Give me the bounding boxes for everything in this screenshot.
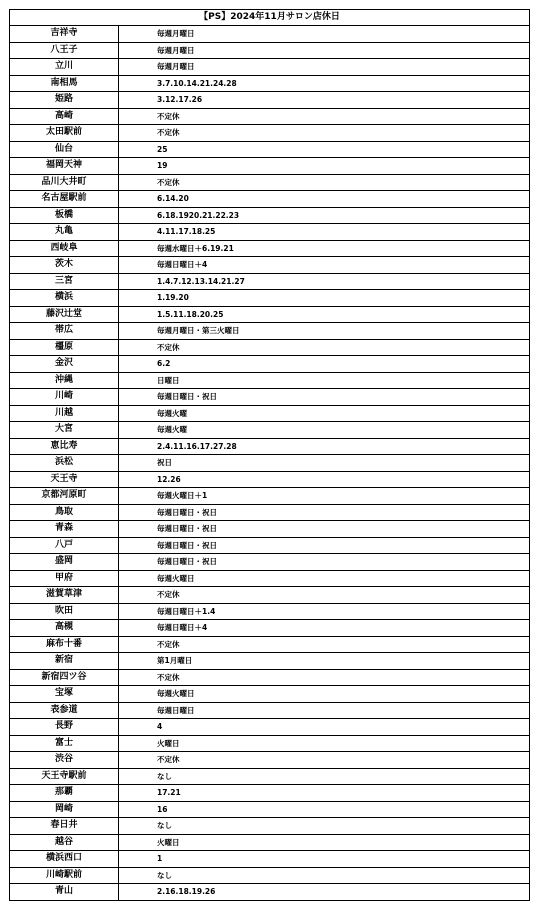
store-name-cell: 浜松 xyxy=(10,455,119,472)
store-name-cell: 天王寺駅前 xyxy=(10,768,119,785)
holiday-cell: 火曜日 xyxy=(119,834,530,851)
table-row xyxy=(10,26,530,43)
table-row xyxy=(10,257,530,274)
table-row xyxy=(10,125,530,142)
table-row xyxy=(10,653,530,670)
table-row xyxy=(10,290,530,307)
table-row xyxy=(10,884,530,901)
store-name-cell: 太田駅前 xyxy=(10,125,119,142)
store-name-cell: 茨木 xyxy=(10,257,119,274)
holiday-cell: 4.11.17.18.25 xyxy=(119,224,530,241)
holiday-cell: なし xyxy=(119,867,530,884)
holiday-cell: なし xyxy=(119,818,530,835)
table-row xyxy=(10,240,530,257)
holiday-cell: 1.4.7.12.13.14.21.27 xyxy=(119,273,530,290)
store-name-cell: 川崎駅前 xyxy=(10,867,119,884)
holiday-cell: 毎週日曜日・祝日 xyxy=(119,389,530,406)
store-name-cell: 新宿 xyxy=(10,653,119,670)
store-name-cell: 高槻 xyxy=(10,620,119,637)
table-row xyxy=(10,405,530,422)
holiday-cell: 6.2 xyxy=(119,356,530,373)
table-row xyxy=(10,504,530,521)
holiday-cell: 25 xyxy=(119,141,530,158)
store-name-cell: 麻布十番 xyxy=(10,636,119,653)
table-row xyxy=(10,273,530,290)
store-name-cell: 帯広 xyxy=(10,323,119,340)
holiday-cell: 毎週日曜日・祝日 xyxy=(119,554,530,571)
holiday-cell: 毎週日曜日・祝日 xyxy=(119,504,530,521)
holiday-cell: 毎週水曜日＋6.19.21 xyxy=(119,240,530,257)
store-name-cell: 板橋 xyxy=(10,207,119,224)
holiday-cell: 12.26 xyxy=(119,471,530,488)
holiday-cell: 毎週日曜日＋4 xyxy=(119,620,530,637)
store-name-cell: 富士 xyxy=(10,735,119,752)
store-name-cell: 吉祥寺 xyxy=(10,26,119,43)
holiday-cell: 1.5.11.18.20.25 xyxy=(119,306,530,323)
holiday-cell: 毎週月曜日 xyxy=(119,42,530,59)
holiday-cell: 不定休 xyxy=(119,125,530,142)
holiday-cell: 毎週日曜日＋4 xyxy=(119,257,530,274)
holiday-cell: 毎週火曜日＋1 xyxy=(119,488,530,505)
store-name-cell: 京都河原町 xyxy=(10,488,119,505)
holiday-cell: 3.7.10.14.21.24.28 xyxy=(119,75,530,92)
store-name-cell: 天王寺 xyxy=(10,471,119,488)
store-name-cell: 川崎 xyxy=(10,389,119,406)
table-row xyxy=(10,438,530,455)
store-name-cell: 渋谷 xyxy=(10,752,119,769)
title-row xyxy=(10,10,530,26)
table-row xyxy=(10,603,530,620)
table-row xyxy=(10,75,530,92)
holiday-cell: 祝日 xyxy=(119,455,530,472)
table-row xyxy=(10,669,530,686)
store-name-cell: 三宮 xyxy=(10,273,119,290)
holiday-cell: 毎週月曜日・第三火曜日 xyxy=(119,323,530,340)
table-row xyxy=(10,42,530,59)
store-name-cell: 表参道 xyxy=(10,702,119,719)
store-name-cell: 横浜西口 xyxy=(10,851,119,868)
table-row xyxy=(10,867,530,884)
holiday-table xyxy=(9,9,530,901)
table-row xyxy=(10,587,530,604)
holiday-cell: 不定休 xyxy=(119,587,530,604)
table-row xyxy=(10,521,530,538)
table-row xyxy=(10,372,530,389)
store-name-cell: 橿原 xyxy=(10,339,119,356)
table-row xyxy=(10,191,530,208)
holiday-cell: 毎週日曜日 xyxy=(119,702,530,719)
table-row xyxy=(10,174,530,191)
holiday-cell: 日曜日 xyxy=(119,372,530,389)
table-row xyxy=(10,686,530,703)
store-name-cell: 春日井 xyxy=(10,818,119,835)
store-name-cell: 藤沢辻堂 xyxy=(10,306,119,323)
store-name-cell: 長野 xyxy=(10,719,119,736)
table-row xyxy=(10,735,530,752)
store-name-cell: 青森 xyxy=(10,521,119,538)
holiday-cell: 不定休 xyxy=(119,174,530,191)
holiday-cell: 1.19.20 xyxy=(119,290,530,307)
store-name-cell: 宝塚 xyxy=(10,686,119,703)
store-name-cell: 八戸 xyxy=(10,537,119,554)
store-name-cell: 恵比寿 xyxy=(10,438,119,455)
store-name-cell: 沖縄 xyxy=(10,372,119,389)
holiday-cell: 毎週日曜日・祝日 xyxy=(119,537,530,554)
table-row xyxy=(10,158,530,175)
store-name-cell: 岡崎 xyxy=(10,801,119,818)
table-row xyxy=(10,323,530,340)
table-row xyxy=(10,620,530,637)
store-name-cell: 新宿四ツ谷 xyxy=(10,669,119,686)
holiday-cell: 毎週火曜日 xyxy=(119,570,530,587)
holiday-cell: 不定休 xyxy=(119,108,530,125)
table-row xyxy=(10,554,530,571)
table-row xyxy=(10,834,530,851)
table-row xyxy=(10,570,530,587)
table-row xyxy=(10,455,530,472)
table-row xyxy=(10,224,530,241)
holiday-cell: 17.21 xyxy=(119,785,530,802)
store-name-cell: 丸亀 xyxy=(10,224,119,241)
holiday-cell: 19 xyxy=(119,158,530,175)
store-name-cell: 仙台 xyxy=(10,141,119,158)
store-name-cell: 品川大井町 xyxy=(10,174,119,191)
table-row xyxy=(10,207,530,224)
table-row xyxy=(10,752,530,769)
store-name-cell: 名古屋駅前 xyxy=(10,191,119,208)
table-row xyxy=(10,59,530,76)
store-name-cell: 八王子 xyxy=(10,42,119,59)
table-row xyxy=(10,488,530,505)
table-row xyxy=(10,92,530,109)
holiday-cell: 毎週日曜日＋1.4 xyxy=(119,603,530,620)
holiday-cell: 1 xyxy=(119,851,530,868)
table-row xyxy=(10,306,530,323)
holiday-cell: 3.12.17.26 xyxy=(119,92,530,109)
holiday-cell: 不定休 xyxy=(119,636,530,653)
store-name-cell: 甲府 xyxy=(10,570,119,587)
table-row xyxy=(10,471,530,488)
holiday-cell: 16 xyxy=(119,801,530,818)
table-row xyxy=(10,702,530,719)
table-row xyxy=(10,356,530,373)
holiday-cell: なし xyxy=(119,768,530,785)
holiday-cell: 不定休 xyxy=(119,669,530,686)
store-name-cell: 立川 xyxy=(10,59,119,76)
holiday-cell: 火曜日 xyxy=(119,735,530,752)
holiday-cell: 6.14.20 xyxy=(119,191,530,208)
table-row xyxy=(10,785,530,802)
table-title: 【PS】2024年11月サロン店休日 xyxy=(10,10,530,26)
table-row xyxy=(10,108,530,125)
store-name-cell: 川越 xyxy=(10,405,119,422)
holiday-cell: 2.16.18.19.26 xyxy=(119,884,530,901)
holiday-cell: 不定休 xyxy=(119,752,530,769)
store-name-cell: 福岡天神 xyxy=(10,158,119,175)
table-row xyxy=(10,422,530,439)
table-row xyxy=(10,141,530,158)
table-row xyxy=(10,851,530,868)
store-name-cell: 吹田 xyxy=(10,603,119,620)
store-name-cell: 盛岡 xyxy=(10,554,119,571)
table-row xyxy=(10,339,530,356)
holiday-cell: 毎週月曜日 xyxy=(119,59,530,76)
holiday-cell: 4 xyxy=(119,719,530,736)
holiday-cell: 毎週火曜 xyxy=(119,405,530,422)
store-name-cell: 那覇 xyxy=(10,785,119,802)
holiday-cell: 毎週火曜 xyxy=(119,422,530,439)
holiday-cell: 毎週火曜日 xyxy=(119,686,530,703)
store-name-cell: 西岐阜 xyxy=(10,240,119,257)
table-row xyxy=(10,719,530,736)
store-name-cell: 横浜 xyxy=(10,290,119,307)
holiday-cell: 毎週月曜日 xyxy=(119,26,530,43)
store-name-cell: 姫路 xyxy=(10,92,119,109)
store-name-cell: 南相馬 xyxy=(10,75,119,92)
store-name-cell: 大宮 xyxy=(10,422,119,439)
holiday-cell: 不定休 xyxy=(119,339,530,356)
store-name-cell: 金沢 xyxy=(10,356,119,373)
table-row xyxy=(10,389,530,406)
holiday-cell: 毎週日曜日・祝日 xyxy=(119,521,530,538)
table-row xyxy=(10,768,530,785)
table-body xyxy=(10,26,530,901)
holiday-cell: 2.4.11.16.17.27.28 xyxy=(119,438,530,455)
table-row xyxy=(10,537,530,554)
table-row xyxy=(10,818,530,835)
store-name-cell: 青山 xyxy=(10,884,119,901)
store-name-cell: 高崎 xyxy=(10,108,119,125)
holiday-cell: 第1月曜日 xyxy=(119,653,530,670)
table-row xyxy=(10,801,530,818)
table-row xyxy=(10,636,530,653)
store-name-cell: 越谷 xyxy=(10,834,119,851)
holiday-cell: 6.18.1920.21.22.23 xyxy=(119,207,530,224)
store-name-cell: 滋賀草津 xyxy=(10,587,119,604)
store-name-cell: 鳥取 xyxy=(10,504,119,521)
